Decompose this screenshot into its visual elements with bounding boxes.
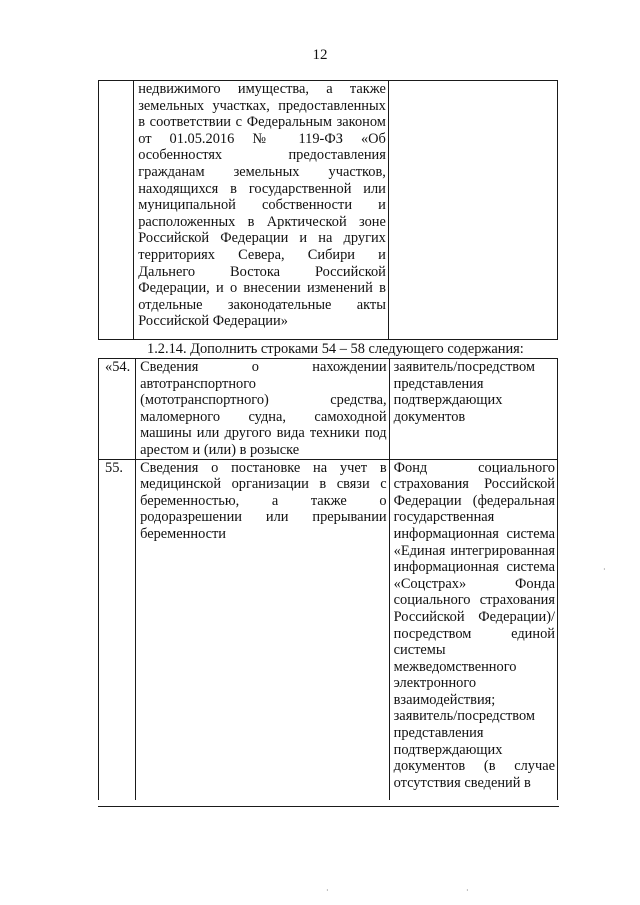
description-text: Сведения о нахождении автотранспортного (мототранспортного) средства, маломерного судна, самоходной машины или другого вида техники под арестом и (или) в розыске <box>140 359 387 458</box>
description-cell <box>134 81 389 340</box>
source-text: заявитель/посредством представления подтверждающих документов <box>393 359 535 425</box>
source-cell <box>388 81 557 340</box>
row-number-cell <box>99 81 134 340</box>
table-continuation <box>98 80 558 340</box>
row-number-cell: 55. <box>99 459 136 800</box>
row-number-cell: «54. <box>99 359 136 460</box>
scan-speck: · <box>603 565 606 574</box>
amendment-instruction: 1.2.14. Дополнить строками 54 – 58 следующего содержания: <box>147 341 524 357</box>
description-text: Сведения о постановке на учет в медицинской организации в связи с беременностью, а также о родоразрешении или прерывании беременности <box>140 459 387 542</box>
source-cell <box>389 359 557 460</box>
page-number: 12 <box>312 47 328 63</box>
source-cell <box>389 459 557 800</box>
table-row <box>99 359 558 460</box>
table-row <box>99 459 558 800</box>
scan-speck: · <box>466 886 469 895</box>
scan-speck: · <box>326 886 329 895</box>
table-new-rows <box>98 358 558 800</box>
source-text-part-1: Фонд социального страхования Российской Федерации (федеральная государственная информационная система «Единая интегрированная информационная система «Соцстрах» Фонда социального страхования Российской Федерации)/посредством единой системы межведомственного электронного взаимодействия; <box>393 459 555 708</box>
table-row <box>99 81 558 340</box>
description-cell <box>136 459 390 800</box>
description-text: недвижимого имущества, а также земельных участках, предоставленных в соответствии с Федеральным законом от 01.05.2016 № 119-ФЗ «Об особенностях предоставления гражданам земельных участков, находящихся в государственной или муниципальной собственности и расположенных в Арктической зоне Российской Федерации и на других территориях Севера, Сибири и Дальнего Востока Российской Федерации, и о внесении изменений в отдельные законодательные акты Российской Федерации» <box>138 81 386 330</box>
source-text-part-2: заявитель/посредством представления подтверждающих документов (в случае отсутствия сведений в <box>393 708 555 791</box>
table-bottom-border <box>98 806 559 807</box>
description-cell <box>136 359 390 460</box>
